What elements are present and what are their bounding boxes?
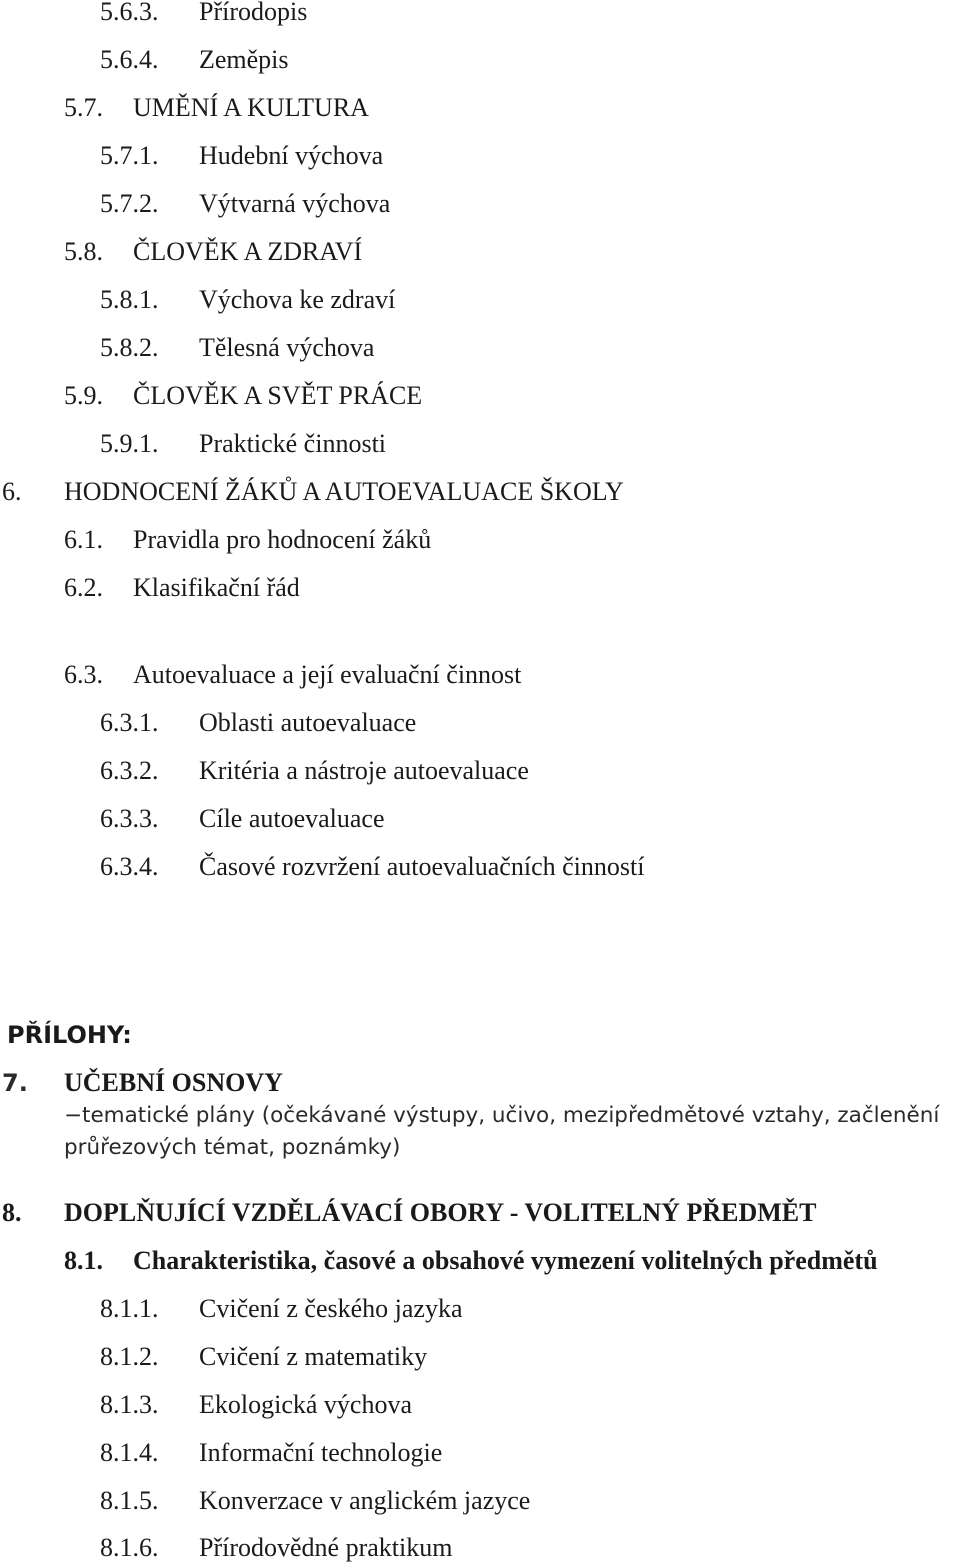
toc-entry-number: 6.3.2. [100,756,159,785]
toc-entry-number: 8.1.6. [100,1533,159,1562]
toc-entry-number: 8. [2,1198,22,1227]
toc-entry-number: 8.1.5. [100,1486,159,1515]
toc-entry-number: 6.3.3. [100,804,159,833]
toc-entry-title: Tělesná výchova [199,333,375,362]
toc-entry-title: Přírodovědné praktikum [199,1533,453,1562]
toc-entry-number: 5.7. [64,93,103,122]
toc-entry-number: 7. [2,1069,28,1097]
toc-entry-title: Výchova ke zdraví [199,285,396,314]
toc-entry-title: Oblasti autoevaluace [199,708,417,737]
toc-entry-number: 6.3.1. [100,708,159,737]
toc-entry-number: 5.8. [64,237,103,266]
toc-entry-number: 5.6.3. [100,0,159,26]
toc-entry-title: Přírodopis [199,0,308,26]
toc-entry-number: 5.9.1. [100,429,159,458]
toc-entry-title: Klasifikační řád [133,573,300,602]
section-description: −tematické plány (očekávané výstupy, učivo, mezipředmětové vztahy, začlenění průřezových témat, poznámky) [64,1103,940,1160]
toc-entry-title: ČLOVĚK A ZDRAVÍ [133,237,363,266]
toc-entry-number: 8.1.4. [100,1438,159,1467]
toc-entry-title: UMĚNÍ A KULTURA [133,93,369,122]
toc-entry-number: 5.7.2. [100,189,159,218]
toc-entry-title: Konverzace v anglickém jazyce [199,1486,531,1515]
toc-entry-number: 8.1.2. [100,1342,159,1371]
toc-entry-title: Charakteristika, časové a obsahové vymezení volitelných předmětů [133,1246,878,1275]
toc-entry-title: Autoevaluace a její evaluační činnost [133,660,522,689]
toc-entry-title: Časové rozvržení autoevaluačních činností [199,852,645,881]
toc-entry-title: Cíle autoevaluace [199,804,385,833]
toc-entry-title: Výtvarná výchova [199,189,391,218]
toc-entry-number: 5.8.1. [100,285,159,314]
toc-entry-title: Pravidla pro hodnocení žáků [133,525,432,554]
toc-entry-title: DOPLŇUJÍCÍ VZDĚLÁVACÍ OBORY - VOLITELNÝ PŘEDMĚT [64,1198,817,1227]
toc-entry-number: 6.1. [64,525,103,554]
toc-entry-title: UČEBNÍ OSNOVY [64,1068,283,1097]
toc-entry-title: Hudební výchova [199,141,384,170]
toc-entry-number: 8.1. [64,1246,103,1275]
toc-entry-title: Informační technologie [199,1438,443,1467]
appendices-heading: PŘÍLOHY: [7,1021,132,1049]
toc-entry-title: Ekologická výchova [199,1390,412,1419]
toc-entry-title: HODNOCENÍ ŽÁKŮ A AUTOEVALUACE ŠKOLY [64,477,624,506]
toc-entry-title: Cvičení z českého jazyka [199,1294,463,1323]
toc-entry-number: 6.3.4. [100,852,159,881]
toc-entry-number: 6. [2,477,22,506]
toc-entry-number: 6.2. [64,573,103,602]
toc-entry-title: Praktické činnosti [199,429,387,458]
toc-entry-number: 5.8.2. [100,333,159,362]
toc-entry-number: 5.7.1. [100,141,159,170]
toc-entry-title: Kritéria a nástroje autoevaluace [199,756,529,785]
toc-entry-title: Zeměpis [199,45,289,74]
toc-entry-title: Cvičení z matematiky [199,1342,428,1371]
toc-entry-number: 5.9. [64,381,103,410]
toc-entry-number: 8.1.3. [100,1390,159,1419]
toc-entry-number: 8.1.1. [100,1294,159,1323]
toc-entry-title: ČLOVĚK A SVĚT PRÁCE [133,381,423,410]
toc-entry-number: 5.6.4. [100,45,159,74]
toc-entry-number: 6.3. [64,660,103,689]
